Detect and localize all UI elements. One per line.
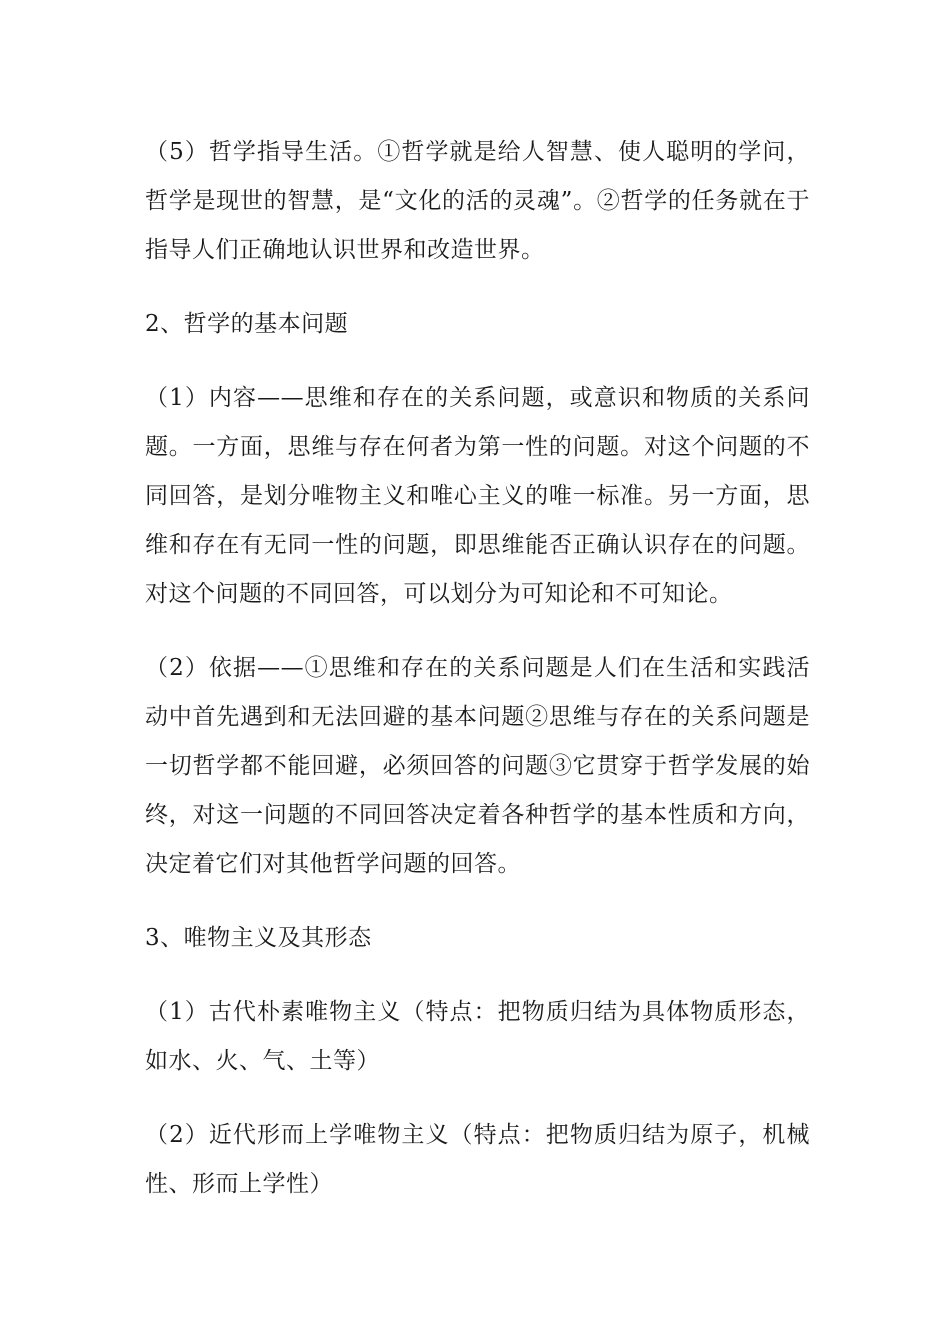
paragraph-philosophy-guides-life: （5）哲学指导生活。①哲学就是给人智慧、使人聪明的学问，哲学是现世的智慧，是“文化的活的灵魂”。②哲学的任务就在于指导人们正确地认识世界和改造世界。: [145, 139, 810, 263]
section-heading-basic-question: 2、哲学的基本问题: [145, 311, 349, 337]
paragraph-content: （1）内容——思维和存在的关系问题，或意识和物质的关系问题。一方面，思维与存在何者为第一性的问题。对这个问题的不同回答，是划分唯物主义和唯心主义的唯一标准。另一方面，思维和存在有无同一性的问题，即思维能否正确认识存在的问题。对这个问题的不同回答，可以划分为可知论和不可知论。: [145, 385, 810, 607]
paragraph-modern-materialism: （2）近代形而上学唯物主义（特点：把物质归结为原子，机械性、形而上学性）: [145, 1122, 810, 1197]
paragraph-basis: （2）依据——①思维和存在的关系问题是人们在生活和实践活动中首先遇到和无法回避的基本问题②思维与存在的关系问题是一切哲学都不能回避，必须回答的问题③它贯穿于哲学发展的始终，对这一问题的不同回答决定着各种哲学的基本性质和方向，决定着它们对其他哲学问题的回答。: [145, 655, 810, 877]
document-body: [145, 128, 810, 1234]
paragraph-ancient-materialism: （1）古代朴素唯物主义（特点：把物质归结为具体物质形态，如水、火、气、土等）: [145, 999, 810, 1074]
section-heading-materialism: 3、唯物主义及其形态: [145, 925, 372, 951]
